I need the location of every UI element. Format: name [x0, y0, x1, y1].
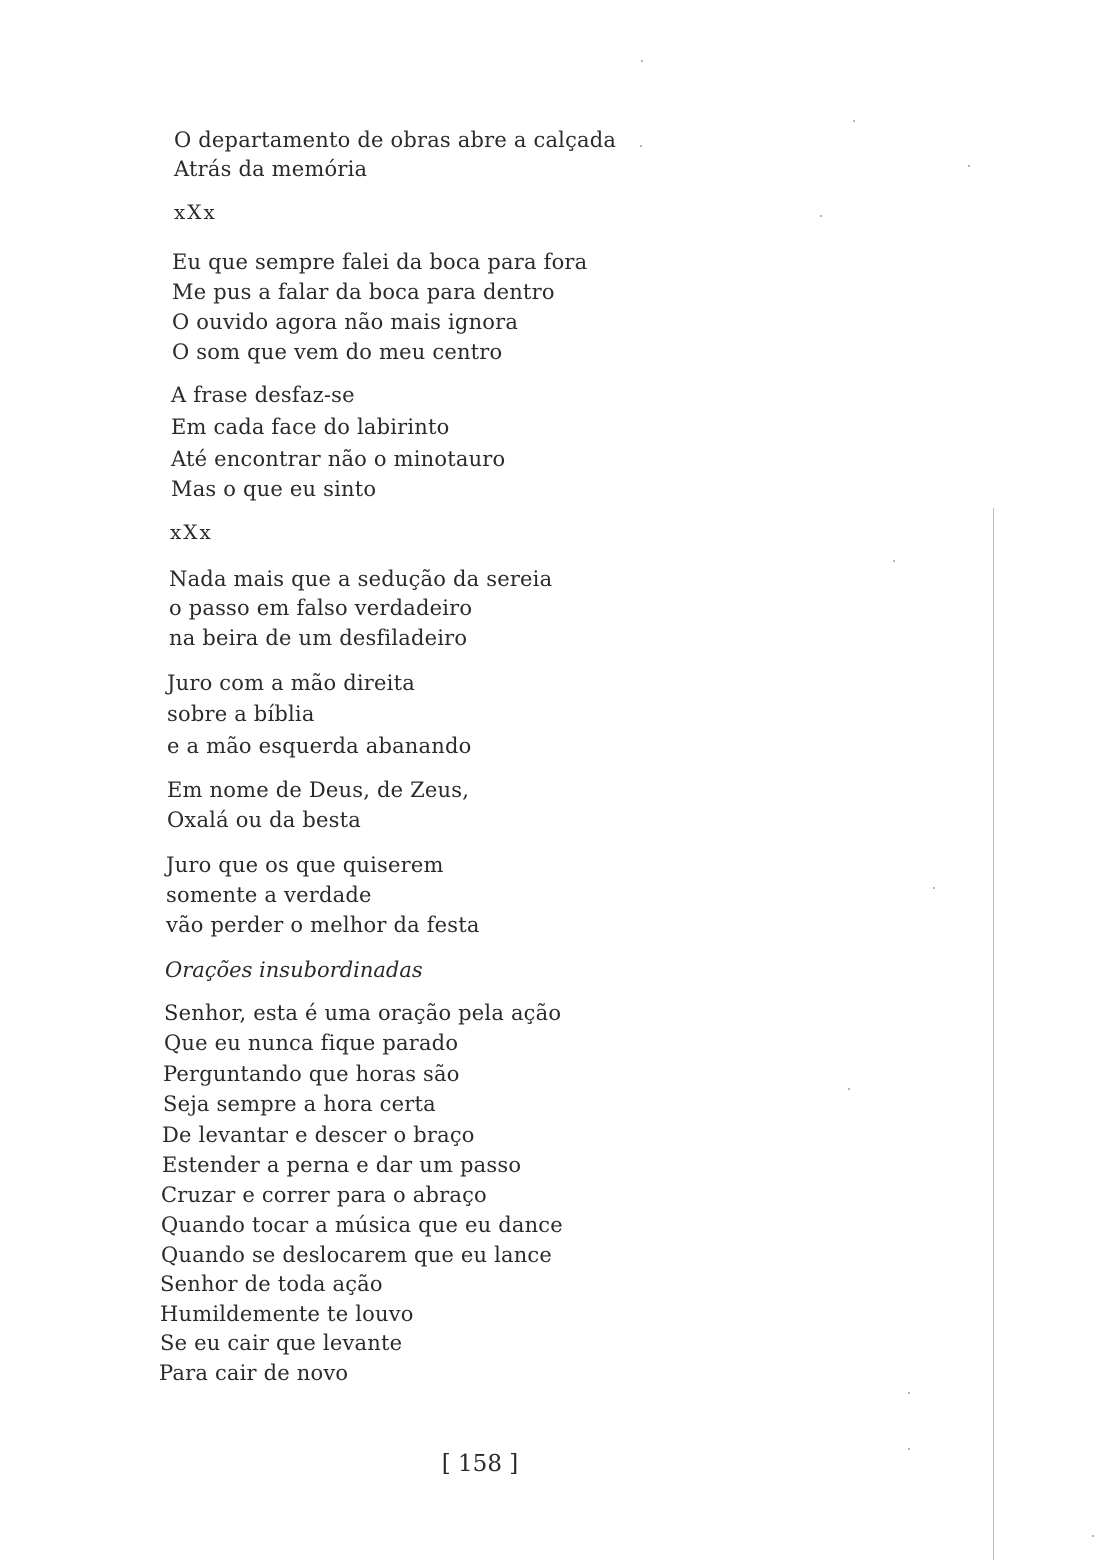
poem-line: O ouvido agora não mais ignora — [172, 310, 519, 334]
poem-line: Oxalá ou da besta — [167, 808, 361, 832]
scan-speck — [848, 1088, 850, 1090]
poem-line: Mas o que eu sinto — [171, 477, 377, 501]
poem-line: Em nome de Deus, de Zeus, — [167, 778, 470, 802]
poem-line: Me pus a falar da boca para dentro — [172, 280, 555, 304]
poem-line: Eu que sempre falei da boca para fora — [172, 250, 588, 274]
poem-line: Quando se deslocarem que eu lance — [161, 1243, 553, 1267]
scan-speck — [893, 560, 895, 562]
poem-line: na beira de um desfiladeiro — [169, 626, 468, 650]
poem-line: A frase desfaz-se — [171, 383, 355, 407]
poem-line: Juro com a mão direita — [167, 671, 415, 695]
poem-line: Perguntando que horas são — [163, 1062, 460, 1086]
poem-line: Até encontrar não o minotauro — [171, 447, 506, 471]
page-number: [ 158 ] — [441, 1451, 519, 1477]
poem-line: Quando tocar a música que eu dance — [161, 1213, 563, 1237]
stanza-separator: xXx — [174, 200, 217, 224]
poem-line: e a mão esquerda abanando — [167, 734, 472, 758]
poem-line: Cruzar e correr para o abraço — [161, 1183, 487, 1207]
scan-speck — [640, 145, 642, 147]
scan-speck — [853, 120, 855, 122]
scan-speck — [968, 165, 970, 167]
poem-line: Nada mais que a sedução da sereia — [169, 567, 553, 591]
scan-speck — [820, 215, 822, 217]
poem-line: Humildemente te louvo — [160, 1302, 414, 1326]
poem-line: Se eu cair que levante — [160, 1331, 403, 1355]
scan-speck — [908, 1392, 910, 1394]
poem-line: o passo em falso verdadeiro — [169, 596, 473, 620]
poem-line: Que eu nunca fique parado — [164, 1031, 459, 1055]
poem-line: O som que vem do meu centro — [172, 340, 503, 364]
poem-line: somente a verdade — [166, 883, 372, 907]
poem-line: O departamento de obras abre a calçada — [174, 128, 617, 152]
poem-line: Em cada face do labirinto — [171, 415, 450, 439]
poem-line: vão perder o melhor da festa — [166, 913, 480, 937]
poem-line: Para cair de novo — [159, 1361, 349, 1385]
scan-speck — [1092, 1535, 1094, 1537]
poem-line: Senhor de toda ação — [160, 1272, 383, 1296]
poem-title: Orações insubordinadas — [165, 958, 423, 982]
poem-line: Atrás da memória — [174, 157, 368, 181]
poem-line: Estender a perna e dar um passo — [162, 1153, 522, 1177]
scan-speck — [933, 887, 935, 889]
poem-line: Seja sempre a hora certa — [163, 1092, 436, 1116]
poem-line: Senhor, esta é uma oração pela ação — [164, 1001, 562, 1025]
poem-line: De levantar e descer o braço — [162, 1123, 475, 1147]
scan-edge-line — [993, 508, 994, 1560]
poem-line: Juro que os que quiserem — [166, 853, 444, 877]
poem-line: sobre a bíblia — [167, 702, 315, 726]
scan-speck — [641, 60, 643, 62]
stanza-separator: xXx — [170, 520, 213, 544]
